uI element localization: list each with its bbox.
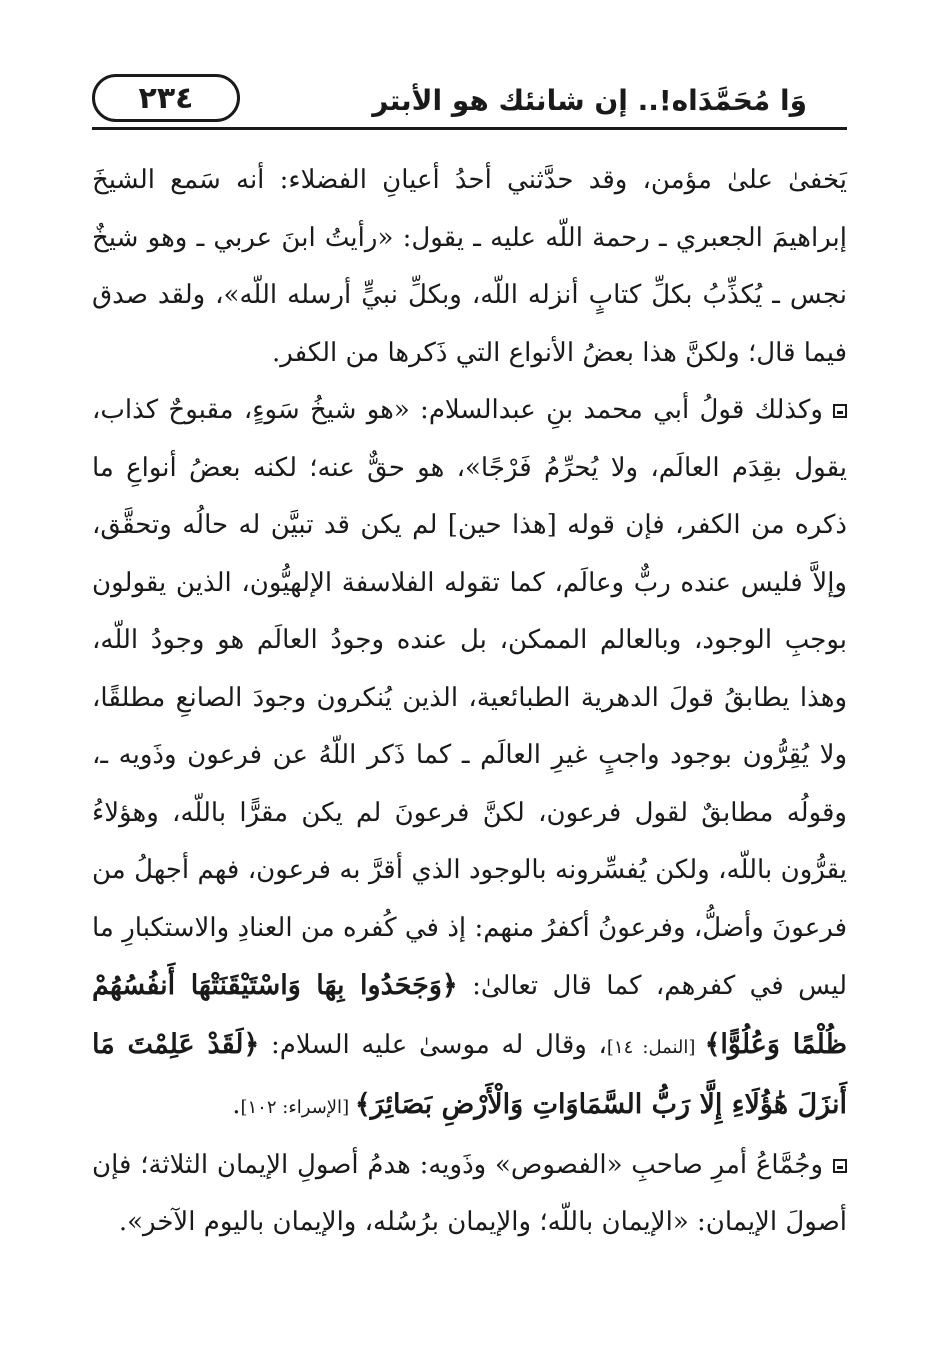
running-title: وَا مُحَمَّدَاه!.. إن شانئك هو الأبتر <box>372 84 807 117</box>
paragraph-text: وكذلك قولُ أبي محمد بنِ عبدالسلام: «هو شيخُ سَوءٍ، مقبوحٌ كذاب، يقول بقِدَم العالَم، ولا يُحرِّمُ فَرْجًا»، هو حقٌّ عنه؛ لكنه بعضُ أنواعِ ما ذكره من الكفر، فإن قوله [هذا حين] لم يكن قد تبيَّن له حالُه وتحقَّق، وإلاَّ فليس عنده ربٌّ وعالَم، كما تقوله الفلاسفة الإلهيُّون، الذين يقولون بوجبِ الوجود، وبالعالم الممكن، بل عنده وجودُ العالَم هو وجودُ اللّه، وهذا يطابقُ قولَ الدهرية الطبائعية، الذين يُنكرون وجودَ الصانعِ مطلقًا، ولا يُقِرُّون بوجود واجبٍ غيرِ العالَم ـ كما ذَكر اللّهُ عن فرعون وذَويه ـ، وقولُه مطابقٌ لقول فرعون، لكنَّ فرعونَ لم يكن مقرًّا باللّه، وهؤلاءُ يقرُّون باللّه، ولكن يُفسِّرونه بالوجود الذي أقرَّ به فرعون، فهم أجهلُ من فرعونَ وأضلُّ، وفرعونُ أكفرُ منهم: إذ في كُفره من العنادِ والاستكبارِ ما ليس في كفرهم، كما قال تعالىٰ: <box>92 395 847 1001</box>
paragraph <box>92 152 847 382</box>
page-body <box>92 152 847 1252</box>
paragraph-text: . <box>232 1090 241 1120</box>
verse-reference: [الإسراء: ١٠٢] <box>240 1097 355 1118</box>
paragraph <box>92 382 847 1137</box>
book-page <box>92 70 847 1270</box>
quran-verse: ﴿لَقَدْ عَلِمْتَ مَا أَنزَلَ هَٰؤُلَاءِ إِلَّا رَبُّ السَّمَاوَاتِ وَالْأَرْضِ بَصَائِرَ﴾ <box>92 1028 847 1120</box>
verse-reference: [النمل: ١٤] <box>606 1036 705 1058</box>
paragraph-marker-icon <box>833 404 847 418</box>
page-header <box>92 70 847 128</box>
paragraph-text: ، وقال له موسىٰ عليه السلام: <box>259 1029 607 1060</box>
paragraph-text: وجُمَّاعُ أمرِ صاحبِ «الفصوص» وذَويه: هدمُ أصولِ الإيمان الثلاثة؛ فإن أصولَ الإيمان: «الإيمان باللّه؛ والإيمان برُسُله، والإيمان باليوم الآخر». <box>92 1149 847 1237</box>
paragraph-text: يَخفىٰ علىٰ مؤمن، وقد حدَّثني أحدُ أعيانِ الفضلاء: أنه سَمع الشيخَ إبراهيمَ الجعبري ـ رحمة اللّه عليه ـ يقول: «رأيتُ ابنَ عربي ـ وهو شيخٌ نجس ـ يُكذِّبُ بكلِّ كتابٍ أنزله اللّه، وبكلِّ نبيٍّ أرسله اللّه»، ولقد صدق فيما قال؛ ولكنَّ هذا بعضُ الأنواع التي ذَكرها من الكفر. <box>92 165 847 368</box>
page-number-badge: ٢٣٤ <box>92 74 240 122</box>
header-rule <box>92 127 847 130</box>
paragraph <box>92 1137 847 1252</box>
quran-verse: ﴿وَجَحَدُوا بِهَا وَاسْتَيْقَنَتْهَا أَنفُسُهُمْ ظُلْمًا وَعُلُوًّا﴾ <box>92 970 847 1060</box>
paragraph-marker-icon <box>833 1159 847 1173</box>
